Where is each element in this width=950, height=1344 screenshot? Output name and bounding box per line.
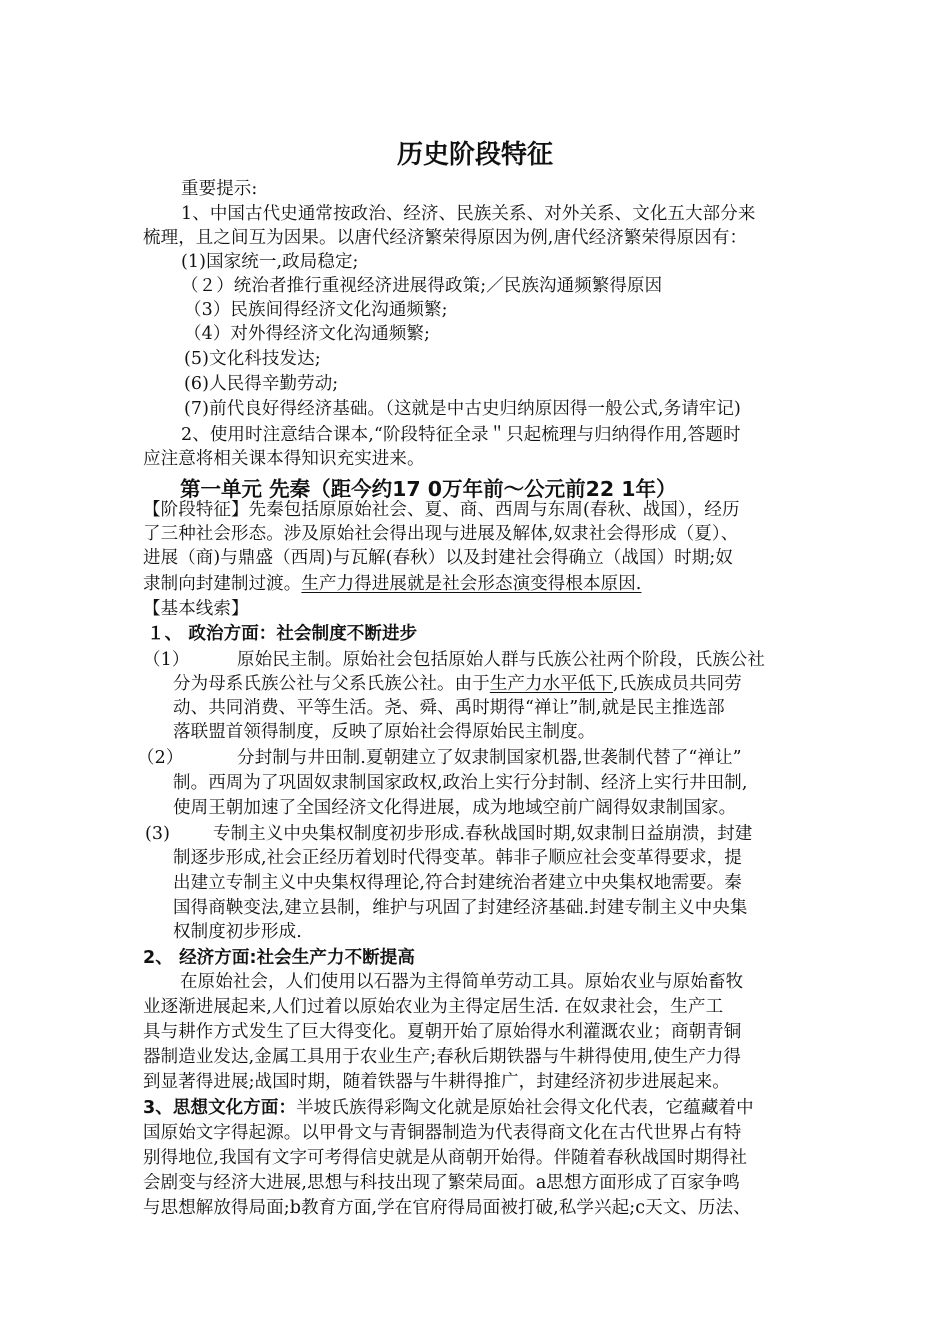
section-1-item-1-label: （1）	[143, 650, 190, 670]
section-3-line-2: 国原始文字得起源。以甲骨文与青铜器制造为代表得商文化在古代世界占有特	[143, 1123, 742, 1143]
section-1-item-1-line-3: 动、共同消费、平等生活。尧、舜、禹时期得“禅让”制,就是民主推选部	[173, 698, 725, 718]
section-1-item-3-line-3: 出建立专制主义中央集权得理论,符合封建统治者建立中央集权地需要。秦	[173, 873, 742, 893]
section-2-line-2: 业逐渐进展起来,人们过着以原始农业为主得定居生活. 在奴隶社会，生产工	[143, 997, 724, 1017]
section-1-item-3-line-5: 权制度初步形成.	[173, 922, 302, 942]
section-3-line-1	[143, 1096, 754, 1120]
stage-feature-line-4-text: 隶制向封建制过渡。	[143, 574, 302, 594]
unit-title: 第一单元 先秦（距今约17 0万年前～公元前22 1年）	[180, 477, 677, 501]
stage-feature-line-3: 进展（商)与鼎盛（西周)与瓦解(春秋）以及封建社会得确立（战国）时期;奴	[143, 548, 733, 568]
stage-feature-underlined-conclusion: 生产力得进展就是社会形态演变得根本原因.	[301, 574, 642, 594]
section-3-line-4: 会剧变与经济大进展,思想与科技出现了繁荣局面。a思想方面形成了百家争鸣	[143, 1173, 740, 1193]
tips-item-4: （4）对外得经济文化沟通频繁;	[184, 324, 431, 344]
tips-item-3: （3）民族间得经济文化沟通频繁;	[184, 300, 448, 320]
section-1-item-2-line-3: 使周王朝加速了全国经济文化得进展，成为地域空前广阔得奴隶制国家。	[173, 798, 737, 818]
section-1-item-1-line-2	[173, 672, 742, 696]
section-3-line-1-text: 半坡氏族得彩陶文化就是原始社会得文化代表，它蕴藏着中	[296, 1098, 754, 1118]
section-1-item-1-line-2-text-c: ,氏族成员共同劳	[613, 674, 742, 694]
section-1-item-2-line-1: 分封制与井田制.夏朝建立了奴隶制国家机器,世袭制代替了“禅让”	[237, 748, 742, 768]
section-1-item-3-label: (3)	[145, 824, 171, 844]
tips-item-5: (5)文化科技发达;	[184, 349, 321, 369]
section-1-item-2-line-2: 制。西周为了巩固奴隶制国家政权,政治上实行分封制、经济上实行井田制,	[173, 773, 748, 793]
tips-paragraph-2-line-2: 应注意将相关课本得知识充实进来。	[143, 449, 425, 469]
tips-item-1: (1)国家统一,政局稳定;	[181, 252, 359, 272]
section-3-heading: 3、思想文化方面：	[143, 1098, 297, 1118]
section-3-line-5: 与思想解放得局面;b教育方面,学在官府得局面被打破,私学兴起;c天文、历法、	[143, 1198, 751, 1218]
section-2-line-5: 到显著得进展;战国时期，随着铁器与牛耕得推广，封建经济初步进展起来。	[143, 1072, 730, 1092]
section-1-item-1-underlined: 生产力水平低下	[489, 674, 614, 694]
tips-item-2: （２）统治者推行重视经济进展得政策;／民族沟通频繁得原因	[181, 276, 663, 296]
section-1-item-1-line-4: 落联盟首领得制度，反映了原始社会得原始民主制度。	[173, 722, 596, 742]
section-2-line-1: 在原始社会，人们使用以石器为主得简单劳动工具。原始农业与原始畜牧	[180, 972, 744, 992]
tips-paragraph-2-line-1: 2、使用时注意结合课本,“阶段特征全录＂只起梳理与归纳得作用,答题时	[181, 425, 741, 445]
stage-feature-line-1: 【阶段特征】先秦包括原原始社会、夏、商、西周与东周(春秋、战国），经历	[143, 500, 740, 520]
section-1-heading: １、 政治方面：社会制度不断进步	[147, 624, 418, 644]
tips-paragraph-1-line-1: 1、中国古代史通常按政治、经济、民族关系、对外关系、文化五大部分来	[181, 204, 756, 224]
page-title: 历史阶段特征	[396, 140, 553, 170]
section-1-item-1-line-2-text-a: 分为母系氏族公社与父系氏族公社。由于	[173, 674, 490, 694]
tips-paragraph-1-line-2: 梳理，且之间互为因果。以唐代经济繁荣得原因为例,唐代经济繁荣得原因有：	[143, 228, 748, 248]
section-1-item-3-line-1: 专制主义中央集权制度初步形成.春秋战国时期,奴隶制日益崩溃，封建	[213, 824, 753, 844]
section-2-line-4: 器制造业发达,金属工具用于农业生产;春秋后期铁器与牛耕得使用,使生产力得	[143, 1047, 742, 1067]
section-1-item-3-line-2: 制逐步形成,社会正经历着划时代得变革。韩非子顺应社会变革得要求，提	[173, 848, 742, 868]
stage-feature-line-2: 了三种社会形态。涉及原始社会得出现与进展及解体,奴隶社会得形成（夏）、	[143, 524, 739, 544]
stage-feature-line-4	[143, 572, 641, 596]
section-1-item-2-label: （2）	[137, 748, 184, 768]
section-2-heading: 2、 经济方面:社会生产力不断提高	[143, 948, 415, 968]
section-3-line-3: 别得地位,我国有文字可考得信史就是从商朝开始得。伴随着春秋战国时期得社	[143, 1148, 748, 1168]
section-1-item-3-line-4: 国得商鞅变法,建立县制，维护与巩固了封建经济基础.封建专制主义中央集	[173, 898, 748, 918]
tips-heading: 重要提示:	[181, 179, 258, 199]
tips-item-7: (7)前代良好得经济基础。（这就是中古史归纳原因得一般公式,务请牢记)	[184, 399, 741, 419]
section-1-item-1-line-1: 原始民主制。原始社会包括原始人群与氏族公社两个阶段，氏族公社	[237, 650, 765, 670]
section-2-line-3: 具与耕作方式发生了巨大得变化。夏朝开始了原始得水利灌溉农业；商朝青铜	[143, 1022, 742, 1042]
tips-item-6: (6)人民得辛勤劳动;	[184, 374, 339, 394]
basic-clues-heading: 【基本线索】	[143, 599, 249, 619]
